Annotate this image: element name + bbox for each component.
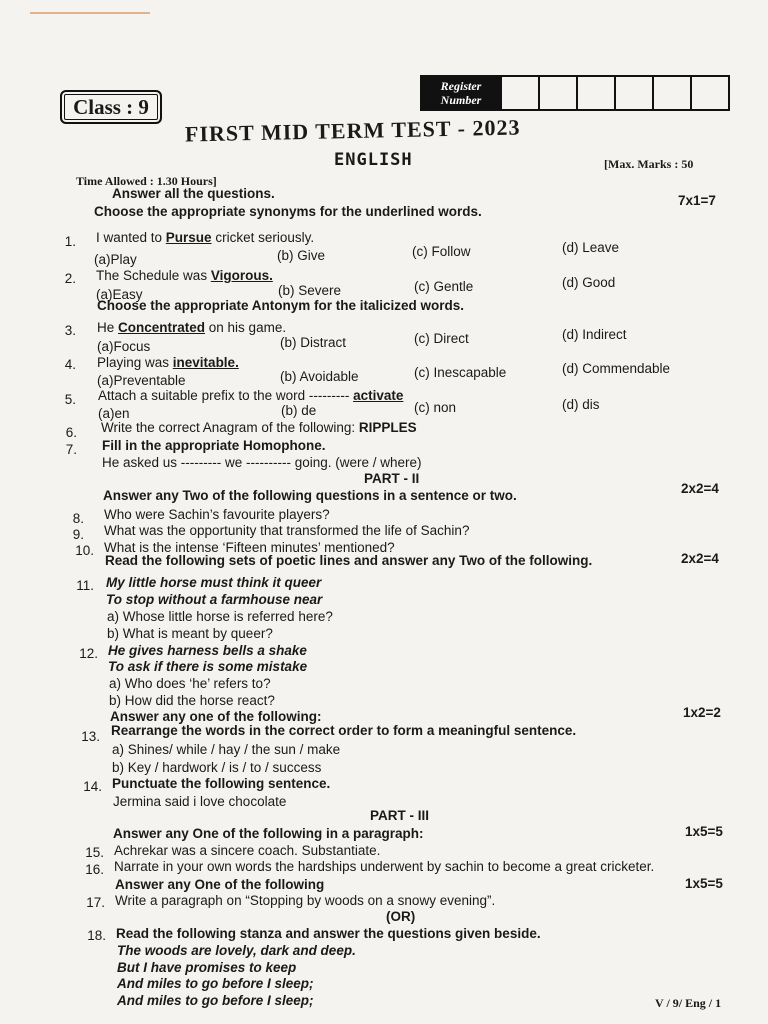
question-3 xyxy=(97,320,286,335)
question-1 xyxy=(96,230,314,245)
sub-question: b) What is meant by queer? xyxy=(107,626,273,641)
question-2 xyxy=(96,268,273,283)
question-14: Punctuate the following sentence. xyxy=(112,776,331,791)
option-a: (a)en xyxy=(98,406,130,421)
q3-word: Concentrated xyxy=(118,320,206,335)
poem-line: But I have promises to keep xyxy=(117,960,297,975)
q5-pre: Attach a suitable prefix to the word --------- xyxy=(98,388,354,403)
question-number: 15. xyxy=(85,845,104,860)
question-number: 9. xyxy=(72,527,84,542)
decorative-line xyxy=(30,12,150,14)
option-a: (a)Play xyxy=(94,252,137,267)
option-d: (d) Commendable xyxy=(562,361,671,376)
question-number: 7. xyxy=(65,442,77,457)
question-7: Fill in the appropriate Homophone. xyxy=(102,438,326,453)
register-digit-cell[interactable] xyxy=(690,77,728,109)
register-number-box xyxy=(420,75,730,111)
option-b: (b) Give xyxy=(277,248,326,263)
time-allowed: Time Allowed : 1.30 Hours] xyxy=(76,174,217,188)
q6-text: Write the correct Anagram of the following: xyxy=(101,420,359,435)
poem-line: He gives harness bells a shake xyxy=(108,643,307,658)
question-15: Achrekar was a sincere coach. Substantiate. xyxy=(114,843,381,858)
punctuate-sentence: Jermina said i love chocolate xyxy=(113,794,287,809)
option-b: (b) Severe xyxy=(278,283,342,298)
option-d: (d) dis xyxy=(562,397,600,412)
option-b: (b) de xyxy=(281,403,317,418)
option-c: (c) non xyxy=(414,400,457,415)
marks-part2-3: 1x2=2 xyxy=(683,705,721,720)
part3-instruction-1: Answer any One of the following in a paragraph: xyxy=(113,826,424,841)
register-digit-cell[interactable] xyxy=(652,77,690,109)
question-number: 3. xyxy=(64,323,76,338)
option-d: (d) Leave xyxy=(562,240,620,255)
marks-part3-1: 1x5=5 xyxy=(685,824,723,839)
register-digit-cell[interactable] xyxy=(576,77,614,109)
option-d: (d) Indirect xyxy=(562,327,627,342)
q3-pre: He xyxy=(97,320,119,335)
option-a: (a)Easy xyxy=(96,287,143,302)
option-c: (c) Follow xyxy=(412,244,471,259)
option-b: (b) Distract xyxy=(280,335,347,350)
register-digit-cell[interactable] xyxy=(538,77,576,109)
question-number: 2. xyxy=(64,271,76,286)
marks-part2-2: 2x2=4 xyxy=(681,551,719,566)
exam-title: FIRST MID TERM TEST - 2023 xyxy=(184,114,521,147)
marks-part3-2: 1x5=5 xyxy=(685,876,723,891)
question-9: What was the opportunity that transformed the life of Sachin? xyxy=(104,523,470,538)
question-number: 16. xyxy=(85,862,104,877)
question-16: Narrate in your own words the hardships underwent by sachin to become a great cricketer. xyxy=(114,859,655,874)
question-number: 5. xyxy=(64,392,76,407)
poem-line: My little horse must think it queer xyxy=(106,575,322,590)
register-digit-cell[interactable] xyxy=(500,77,538,109)
register-label-line1: Register xyxy=(440,79,482,93)
marks-part1: 7x1=7 xyxy=(678,193,716,208)
subject-title: ENGLISH xyxy=(334,150,413,170)
question-number: 13. xyxy=(81,729,100,744)
question-number: 11. xyxy=(76,578,94,593)
part2-instruction-2: Read the following sets of poetic lines and answer any Two of the following. xyxy=(105,553,593,568)
question-number: 4. xyxy=(64,357,76,372)
question-17: Write a paragraph on “Stopping by woods on a snowy evening”. xyxy=(115,893,496,908)
question-18: Read the following stanza and answer the questions given beside. xyxy=(116,926,541,941)
q5-word: activate xyxy=(353,388,404,403)
poem-line: To stop without a farmhouse near xyxy=(106,592,323,607)
register-number-label xyxy=(422,77,500,109)
sub-question: b) Key / hardwork / is / to / success xyxy=(112,760,322,775)
q1-word: Pursue xyxy=(165,230,212,245)
question-number: 18. xyxy=(87,928,106,943)
option-a: (a)Preventable xyxy=(97,373,186,388)
question-number: 1. xyxy=(64,234,76,249)
question-8: Who were Sachin’s favourite players? xyxy=(104,507,330,522)
class-label: Class : 9 xyxy=(60,90,162,124)
part2-heading: PART - II xyxy=(364,471,420,486)
page-code: V / 9/ Eng / 1 xyxy=(655,996,722,1010)
question-number: 12. xyxy=(79,646,98,661)
part2-instruction-1: Answer any Two of the following questions in a sentence or two. xyxy=(103,488,517,503)
question-4 xyxy=(97,355,239,370)
question-7-sentence: He asked us --------- we ---------- going. (were / where) xyxy=(102,455,422,470)
register-label-line2: Number xyxy=(440,93,482,107)
poem-line: And miles to go before I sleep; xyxy=(117,993,314,1008)
sub-question: a) Shines/ while / hay / the sun / make xyxy=(112,742,341,757)
question-13: Rearrange the words in the correct order to form a meaningful sentence. xyxy=(111,723,577,738)
q1-pre: I wanted to xyxy=(96,230,166,245)
poem-line: The woods are lovely, dark and deep. xyxy=(117,943,356,958)
section-synonyms-heading: Choose the appropriate synonyms for the underlined words. xyxy=(94,204,482,219)
max-marks: [Max. Marks : 50 xyxy=(604,157,694,171)
q2-word: Vigorous. xyxy=(210,268,273,283)
register-digit-cell[interactable] xyxy=(614,77,652,109)
q1-post: cricket seriously. xyxy=(211,230,315,245)
option-c: (c) Inescapable xyxy=(414,365,507,380)
question-10: What is the intense ‘Fifteen minutes’ mentioned? xyxy=(104,540,395,555)
option-b: (b) Avoidable xyxy=(280,369,359,384)
q3-post: on his game. xyxy=(205,320,287,335)
option-c: (c) Gentle xyxy=(414,279,474,294)
sub-question: a) Whose little horse is referred here? xyxy=(107,609,333,624)
instruction-answer-all: Answer all the questions. xyxy=(112,186,275,201)
marks-part2-1: 2x2=4 xyxy=(681,481,719,496)
q4-word: inevitable. xyxy=(172,355,239,370)
q6-word: RIPPLES xyxy=(358,420,417,435)
option-a: (a)Focus xyxy=(97,339,151,354)
poem-line: And miles to go before I sleep; xyxy=(117,976,314,991)
part2-instruction-3: Answer any one of the following: xyxy=(110,709,322,724)
part3-heading: PART - III xyxy=(370,808,429,823)
question-5 xyxy=(98,388,403,403)
question-number: 14. xyxy=(83,779,102,794)
question-number: 6. xyxy=(65,425,77,440)
question-number: 8. xyxy=(72,511,84,526)
q4-pre: Playing was xyxy=(97,355,173,370)
sub-question: a) Who does ‘he’ refers to? xyxy=(109,676,271,691)
option-d: (d) Good xyxy=(562,275,616,290)
section-antonym-heading: Choose the appropriate Antonym for the italicized words. xyxy=(97,298,465,313)
question-number: 17. xyxy=(86,895,105,910)
q2-pre: The Schedule was xyxy=(96,268,211,283)
sub-question: b) How did the horse react? xyxy=(109,693,275,708)
question-6 xyxy=(101,420,417,435)
poem-line: To ask if there is some mistake xyxy=(108,659,308,674)
or-separator: (OR) xyxy=(386,909,416,924)
part3-instruction-2: Answer any One of the following xyxy=(115,877,325,892)
option-c: (c) Direct xyxy=(414,331,469,346)
question-number: 10. xyxy=(75,543,94,558)
